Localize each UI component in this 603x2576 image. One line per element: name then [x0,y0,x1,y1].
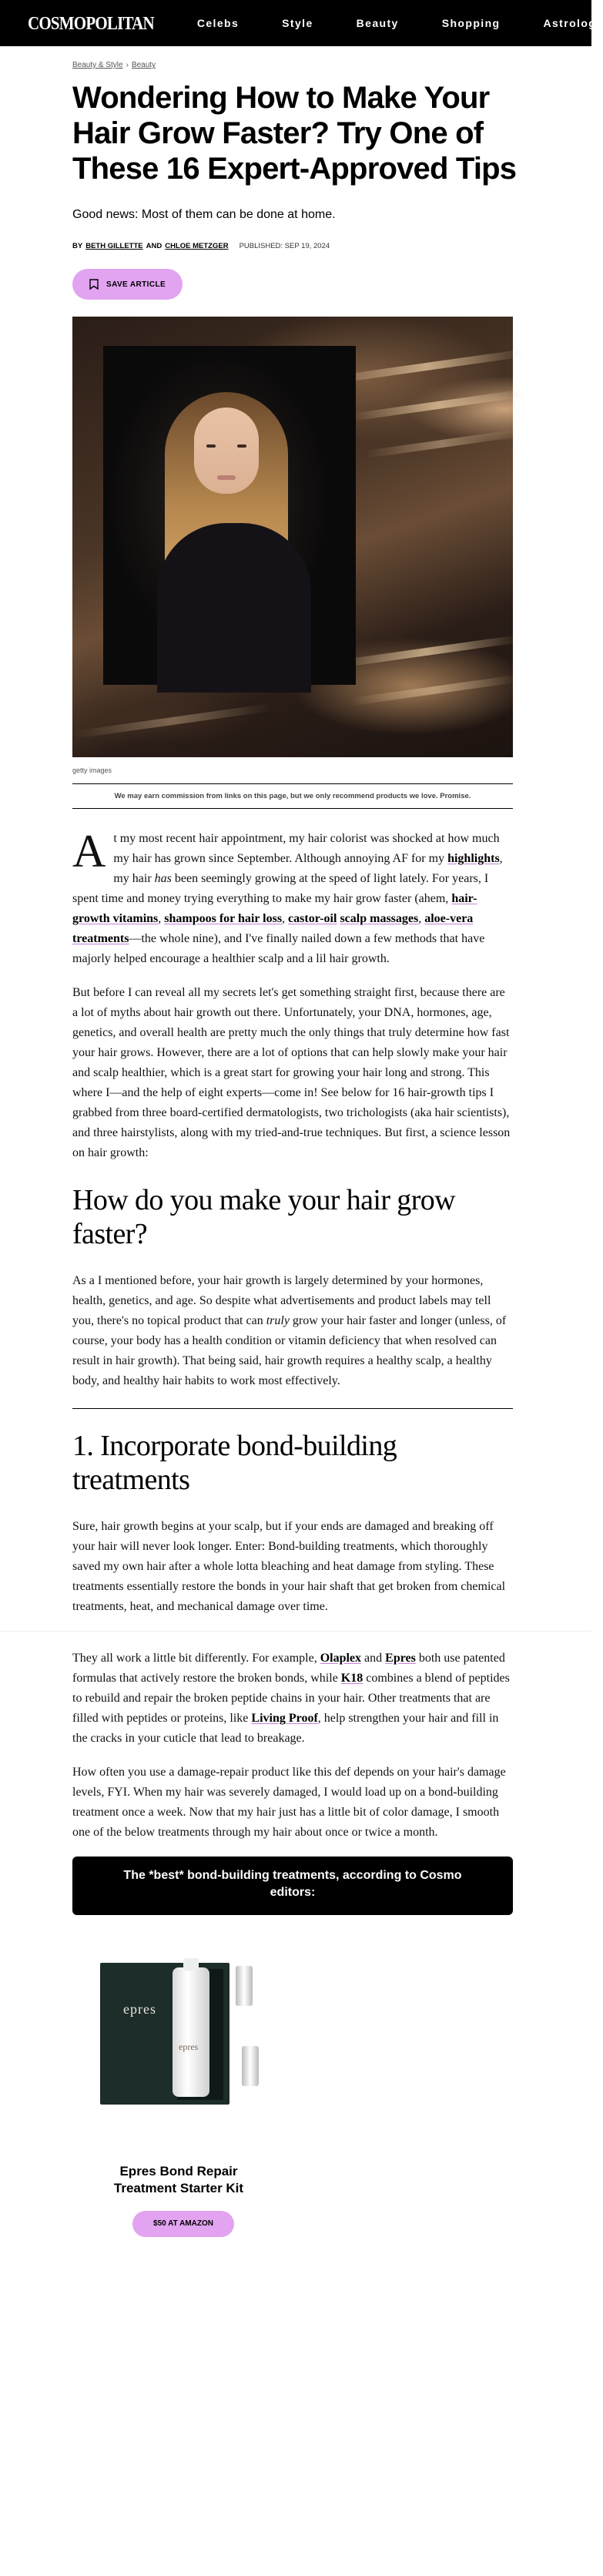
product-box-brand: epres [123,2001,156,2017]
buy-at-amazon-button[interactable]: $50 AT AMAZON [132,2211,234,2237]
byline-and: AND [146,242,162,250]
product-image[interactable] [88,1950,270,2132]
paragraph-bond-products [72,1649,513,1749]
nav-link-astrology[interactable]: Astrology [543,17,603,29]
product-name[interactable]: Epres Bond Repair Treatment Starter Kit [113,2164,244,2195]
nav-links [154,17,603,29]
product-vial [236,1966,253,2006]
product-roundup-banner: The *best* bond-building treatments, according to Cosmo editors: [72,1857,513,1915]
bottle-cap [183,1958,199,1971]
content-divider [0,1631,591,1632]
author-link-beth-gillette[interactable]: BETH GILLETTE [85,242,143,250]
text: , [158,912,165,925]
nav-link-celebs[interactable]: Celebs [196,17,240,29]
text: grow your hair faster and longer (unless, of course, your body has a health condition or vitamin deficiency that when resolved can result in hair growth). That being said, hair growth requires a healthy scalp, a healthy body, and healthy hair habits to work most effectively. [72,1314,507,1387]
article-headline: Wondering How to Make Your Hair Grow Faster? Try One of These 16 Expert-Approved Tips [72,81,517,186]
paragraph-intro [72,826,513,969]
byline [72,242,588,250]
paragraph-bond-intro: Sure, hair growth begins at your scalp, but if your ends are damaged and breaking off your hair will never look longer. Enter: Bond-building treatments, which thoroughly saved my own hair after a whole lotta bleaching and heat damage from styling. These treatments essentially restore the bonds in your hair shaft that get broken from chemical treatments, heat, and mechanical damage over time. [72,1520,506,1613]
portrait-frame [103,346,356,685]
product-card [72,1950,513,2237]
article-container [72,61,588,2237]
nav-link-shopping[interactable]: Shopping [441,17,501,29]
product-vial [242,2046,259,2086]
breadcrumb-beauty[interactable]: Beauty [131,61,156,69]
text: been seemingly growing at the speed of light lately. For years, I spent time and money trying everything to make my hair grow faster (ahem, [72,872,489,905]
hero-image [72,317,513,757]
text: , [418,912,425,925]
site-logo[interactable]: COSMOPOLITAN [28,12,154,34]
save-article-button[interactable] [72,269,183,300]
text: , help strengthen your hair and fill in the cracks in your cuticle that lead to breakage. [72,1712,499,1745]
product-bottle [173,1967,209,2097]
link-scalp-massages[interactable]: scalp massages [340,912,419,925]
link-highlights[interactable]: highlights [447,852,500,865]
article-body [72,826,513,1843]
bookmark-icon [89,279,99,290]
text: , my hair [113,852,503,885]
portrait-face [194,408,259,494]
section-divider [72,1408,513,1409]
link-aloe-vera-treatments[interactable]: aloe-vera treatments [72,912,474,945]
publish-date: PUBLISHED: SEP 19, 2024 [239,242,330,250]
portrait-eye [206,444,216,448]
product-box [100,1963,229,2105]
breadcrumb-beauty-style[interactable]: Beauty & Style [72,61,123,69]
affiliate-disclaimer: We may earn commission from links on this page, but we only recommend products we love. Promise. [72,783,513,809]
breadcrumb [72,61,588,69]
text: both use patented formulas that actively restore the broken bonds, while [72,1652,505,1685]
text: They all work a little bit differently. For example, [72,1652,320,1665]
link-epres[interactable]: Epres [385,1652,416,1665]
link-hair-growth-vitamins[interactable]: hair-growth vitamins [72,892,477,925]
nav-link-beauty[interactable]: Beauty [356,17,399,29]
top-nav [0,0,603,46]
paragraph-myths: But before I can reveal all my secrets let's get something straight first, because there are a lot of myths about hair growth out there. Unfortunately, your DNA, hormones, age, genetics, and overall health are pretty much the only things that truly determine how fast your hair grows. However, there are a lot of options that can help slowly make your hair and scalp healthier, which is a great start for growing your hair long and strong. This where I—and the help of eight experts—come in! See below for 16 hair-growth tips I grabbed from three board-certified dermatologists, two trichologists (aka hair scientists), and three hairstylists, along with my tried-and-true techniques. But first, a science lesson on hair growth: [72,986,511,1159]
byline-by: BY [72,242,83,250]
product-bottle-brand: epres [179,2041,199,2052]
text: As a I mentioned before, your hair growth is largely determined by your hormones, health, genetics, and age. So despite what advertisements and product labels may tell you, there's no topical product that can [72,1274,491,1327]
link-k18[interactable]: K18 [340,1672,363,1685]
section-heading-bond-building: 1. Incorporate bond-building treatments [72,1430,397,1496]
section-heading-how: How do you make your hair grow faster? [72,1184,456,1250]
text: t my most recent hair appointment, my hair colorist was shocked at how much my hair has grown since September. Although annoying AF for my [113,832,500,865]
photo-credit: getty images [72,766,112,774]
portrait-body [157,523,311,693]
paragraph-growth-factors [72,1271,513,1391]
portrait-lips [217,475,236,480]
text: —the whole nine), and I've finally nailed down a few methods that have majorly helped encourage a healthier scalp and a lil hair growth. [72,932,485,965]
paragraph-frequency: How often you use a damage-repair product like this def depends on your hair's damage levels, FYI. When my hair was severely damaged, I would load up on a bond-building treatment once a week. Now that my hair just has a little bit of color damage, I smooth one of the below treatments through my hair about once or twice a month. [72,1766,506,1839]
text: combines a blend of peptides to rebuild and repair the broken peptide chains in your hair. Other treatments that are filled with peptides or proteins, like [72,1672,510,1725]
save-article-label: SAVE ARTICLE [106,280,166,289]
link-castor-oil[interactable]: castor-oil [288,912,337,925]
drop-cap: A [72,826,106,877]
article-dek: Good news: Most of them can be done at home. [72,208,336,221]
link-living-proof[interactable]: Living Proof [251,1712,318,1725]
breadcrumb-separator: › [126,61,129,69]
text: and [361,1652,386,1665]
nav-link-style[interactable]: Style [282,17,313,29]
link-olaplex[interactable]: Olaplex [320,1652,362,1665]
emphasis: has [154,872,172,885]
link-shampoos-for-hair-loss[interactable]: shampoos for hair loss [164,912,283,925]
author-link-chloe-metzger[interactable]: CHLOE METZGER [165,242,229,250]
emphasis: truly [266,1314,290,1327]
portrait-eye [237,444,246,448]
text: , [282,912,289,925]
